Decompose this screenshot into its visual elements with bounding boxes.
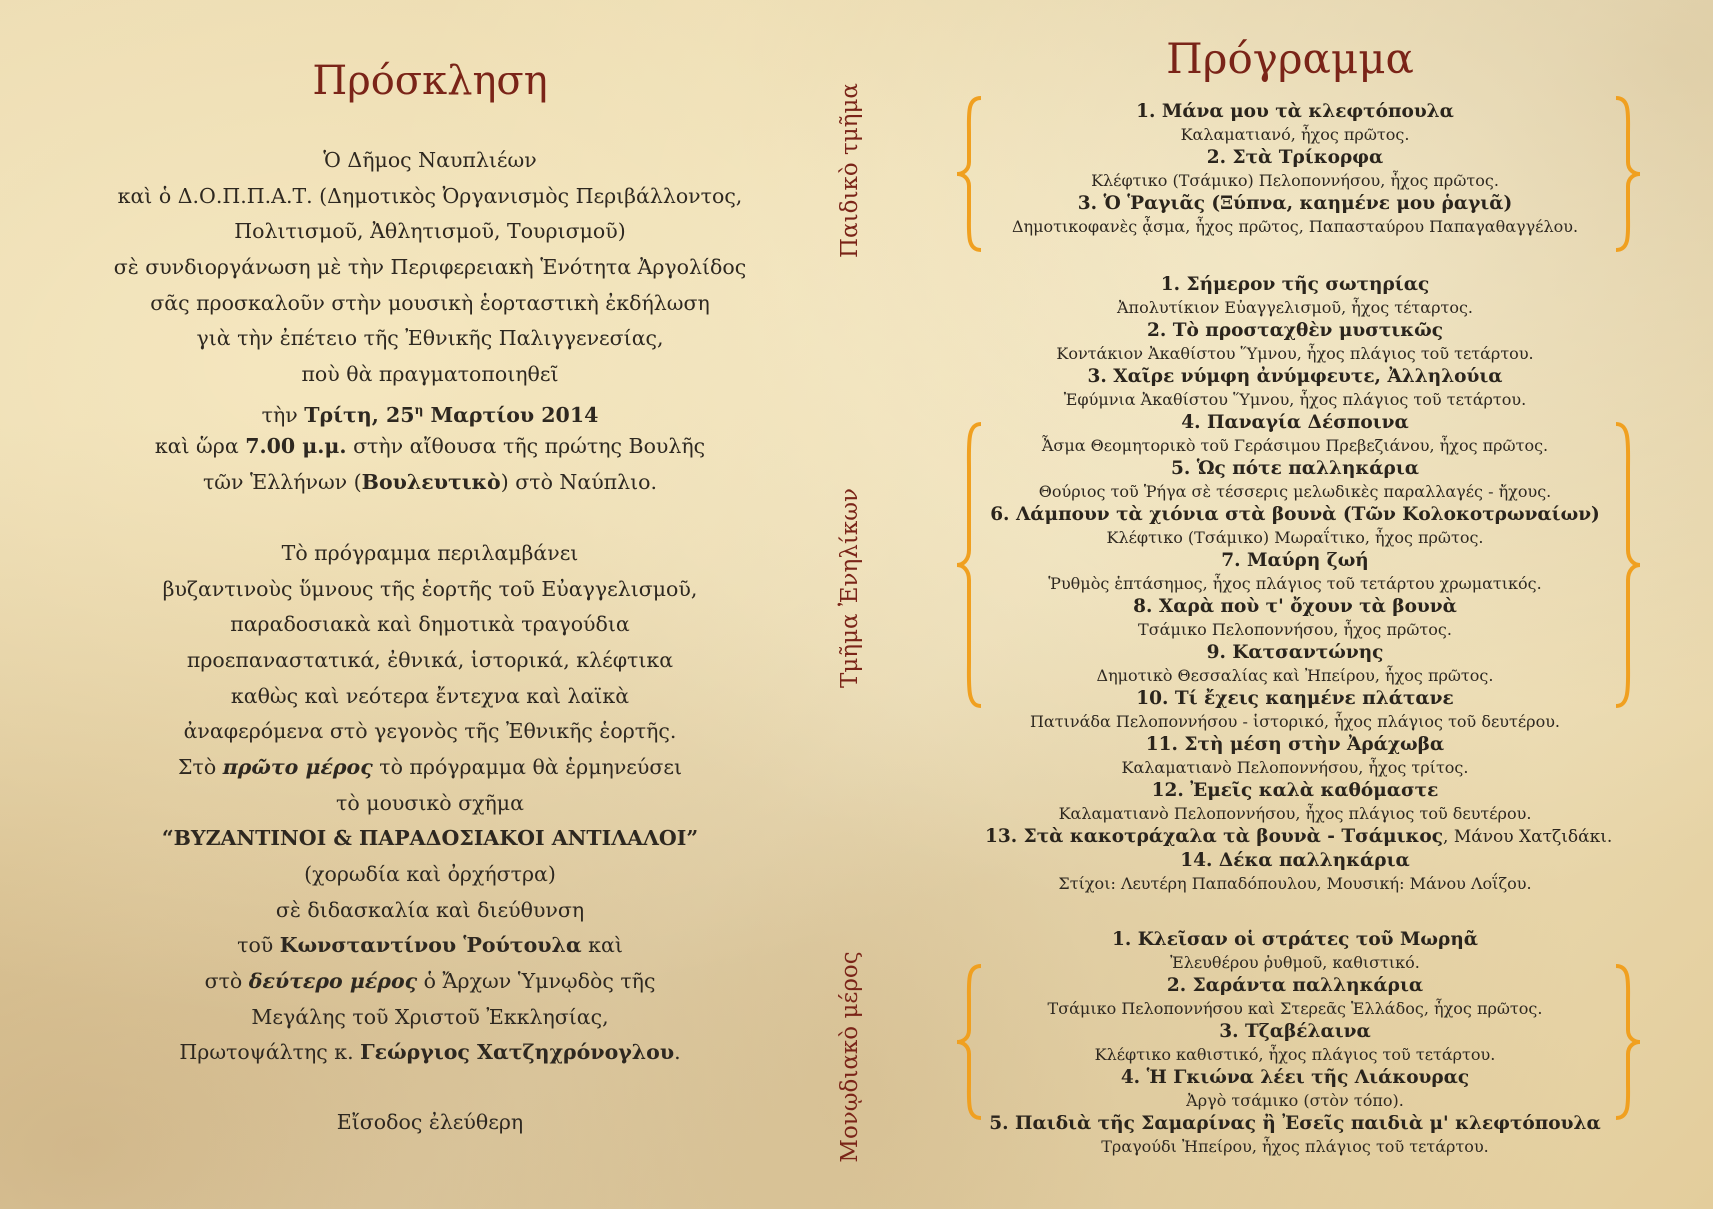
invitation-line: σὲ διδασκαλία καὶ διεύθυνση [275, 898, 585, 922]
invitation-line: καθὼς καὶ νεότερα ἔντεχνα καὶ λαϊκὰ [230, 684, 630, 708]
invitation-line: τὸ μουσικὸ σχῆμα [336, 791, 524, 815]
program-item-title: 8. Χαρὰ ποὺ τ' ὄχουν τὰ βουνὰ [1133, 596, 1457, 617]
part-two-line: στὸ δεύτερο μέρος ὁ Ἄρχων Ὑμνῳδὸς τῆς [204, 969, 656, 993]
program-item-desc: Κοντάκιον Ἀκαθίστου Ὕμνου, ἦχος πλάγιος τοῦ τετάρτου. [1056, 344, 1534, 363]
invitation-line: καὶ ὁ Δ.Ο.Π.Π.Α.Τ. (Δημοτικὸς Ὀργανισμὸς Περιβάλλοντος, [117, 184, 743, 208]
invitation-line: Μεγάλης τοῦ Χριστοῦ Ἐκκλησίας, [251, 1005, 609, 1029]
program-item-title: 5. Ὡς πότε παλληκάρια [1170, 458, 1420, 479]
program-item-title: 3. Ὁ Ῥαγιᾶς (Ξύπνα, καημένε μου ῥαγιᾶ) [1077, 193, 1513, 214]
invitation-line: Τὸ πρόγραμμα περιλαμβάνει [281, 541, 579, 565]
program-item-desc: Δημοτικοφανὲς ᾆσμα, ἦχος πρῶτος, Παπασταύρου Παπαγαθαγγέλου. [1011, 217, 1579, 236]
invitation-line: ἀναφερόμενα στὸ γεγονὸς τῆς Ἐθνικῆς ἑορτῆς. [183, 719, 677, 743]
program-item-desc: Τραγούδι Ἠπείρου, ἦχος πλάγιος τοῦ τετάρτου. [1101, 1137, 1489, 1156]
part-one-line: Στὸ πρῶτο μέρος τὸ πρόγραμμα θὰ ἑρμηνεύσει [177, 755, 683, 779]
program-item-title: 4. Ἡ Γκιώνα λέει τῆς Λιάκουρας [1120, 1067, 1470, 1088]
program-item-desc: Κλέφτικο καθιστικό, ἦχος πλάγιος τοῦ τετάρτου. [1094, 1045, 1496, 1064]
event-date: τὴν Τρίτη, $25^\eta$ Μαρτίου 2014 [261, 402, 599, 427]
program-item-desc: Κλέφτικο (Τσάμικο) Πελοποννήσου, ἦχος πρῶτος. [1091, 171, 1499, 190]
program-item-title: 12. Ἐμεῖς καλὰ καθόμαστε [1151, 780, 1439, 801]
invitation-page [60, 0, 800, 1209]
program-item-title: 3. Τζαβέλαινα [1219, 1021, 1371, 1042]
program-item-desc: Θούριος τοῦ Ῥήγα σὲ τέσσερις μελωδικὲς παραλλαγές - ἤχους. [1038, 482, 1552, 501]
director-line: τοῦ Κωνσταντίνου Ῥούτουλα καὶ [237, 933, 623, 957]
event-time: καὶ ὥρα 7.00 μ.μ. στὴν αἴθουσα τῆς πρώτης Βουλῆς [154, 434, 706, 458]
section-label-adults: Τμῆμα Ἐνηλίκων [837, 488, 863, 688]
program-title: Πρόγραμμα [1166, 34, 1414, 83]
program-item-desc: Καλαματιανὸ Πελοποννήσου, ἦχος τρίτος. [1121, 758, 1469, 777]
program-item-title: 10. Τί ἔχεις καημένε πλάτανε [1136, 688, 1454, 709]
program-item-desc: Καλαματιανὸ Πελοποννήσου, ἦχος πλάγιος τοῦ δευτέρου. [1058, 804, 1532, 823]
invitation-line: ποὺ θὰ πραγματοποιηθεῖ [301, 362, 559, 386]
section-label-solo: Μονῳδιακὸ μέρος [837, 951, 863, 1163]
left-brace-icon [955, 94, 985, 254]
program-group-solo [985, 928, 1605, 1158]
program-group-adults [985, 273, 1613, 895]
program-item-desc: Τσάμικο Πελοποννήσου, ἦχος πρῶτος. [1138, 620, 1452, 639]
program-item-desc: Ῥυθμὸς ἑπτάσημος, ἦχος πλάγιος τοῦ τετάρτου χρωματικός. [1048, 574, 1542, 593]
program-item-title: 9. Κατσαντώνης [1206, 642, 1384, 663]
invitation-line: σᾶς προσκαλοῦν στὴν μουσικὴ ἑορταστικὴ ἐκδήλωση [150, 291, 710, 315]
entry-note: Εἴσοδος ἐλεύθερη [336, 1110, 524, 1134]
program-item-desc: Τσάμικο Πελοποννήσου καὶ Στερεᾶς Ἑλλάδος, ἦχος πρῶτος. [1047, 999, 1543, 1018]
left-brace-icon [955, 420, 985, 710]
invitation-line: γιὰ τὴν ἐπέτειο τῆς Ἐθνικῆς Παλιγγενεσίας, [196, 326, 664, 350]
right-brace-icon [1612, 962, 1642, 1122]
program-item-title: 2. Τὸ προσταχθὲν μυστικῶς [1147, 320, 1443, 341]
invitation-line: Πολιτισμοῦ, Ἀθλητισμοῦ, Τουρισμοῦ) [234, 219, 626, 243]
program-item-title-combined: 13. Στὰ κακοτράχαλα τὰ βουνὰ - Τσάμικος, Μάνου Χατζιδάκι. [985, 826, 1613, 847]
program-item-desc: Ἀργὸ τσάμικο (στὸν τόπο). [1186, 1091, 1404, 1110]
invitation-line: βυζαντινοὺς ὕμνους τῆς ἑορτῆς τοῦ Εὐαγγελισμοῦ, [162, 577, 698, 601]
program-item-title: 1. Μάνα μου τὰ κλεφτόπουλα [1136, 101, 1454, 122]
right-brace-icon [1612, 420, 1642, 710]
program-item-title: 5. Παιδιὰ τῆς Σαμαρίνας ἢ Ἐσεῖς παιδιὰ μ' κλεφτόπουλα [989, 1113, 1601, 1134]
program-item-desc: Δημοτικὸ Θεσσαλίας καὶ Ἠπείρου, ἦχος πρῶτος. [1096, 666, 1494, 685]
event-place: τῶν Ἑλλήνων (Βουλευτικὸ) στὸ Ναύπλιο. [202, 470, 658, 494]
invitation-title: Πρόσκληση [312, 58, 548, 104]
program-item-title: 3. Χαῖρε νύμφη ἀνύμφευτε, Ἀλληλούια [1087, 366, 1503, 387]
program-item-title: 2. Στὰ Τρίκορφα [1206, 147, 1384, 168]
invitation-line: προεπαναστατικά, ἐθνικά, ἱστορικά, κλέφτικα [186, 648, 674, 672]
ensemble-name: “ΒΥΖΑΝΤΙΝΟΙ & ΠΑΡΑΔΟΣΙΑΚΟΙ ΑΝΤΙΛΑΛΟΙ” [161, 826, 699, 850]
program-item-desc: Ἆσμα Θεομητορικὸ τοῦ Γεράσιμου Πρεβεζιάνου, ἦχος πρῶτος. [1041, 436, 1549, 455]
section-label-children: Παιδικὸ τμῆμα [837, 83, 863, 258]
cantor-line: Πρωτοψάλτης κ. Γεώργιος Χατζηχρόνογλου. [179, 1040, 681, 1064]
program-item-title: 1. Σήμερον τῆς σωτηρίας [1160, 274, 1430, 295]
program-item-title: 1. Κλεῖσαν οἱ στράτες τοῦ Μωρηᾶ [1111, 929, 1479, 950]
invitation-line: Ὁ Δῆμος Ναυπλιέων [323, 148, 537, 172]
invitation-line: (χορωδία καὶ ὀρχήστρα) [304, 862, 556, 886]
program-item-desc: Ἀπολυτίκιον Εὐαγγελισμοῦ, ἦχος τέταρτος. [1117, 298, 1473, 317]
program-item-title: 2. Σαράντα παλληκάρια [1166, 975, 1424, 996]
left-brace-icon [955, 962, 985, 1122]
program-group-children [985, 100, 1605, 238]
program-item-desc: Ἐφύμνια Ἀκαθίστου Ὕμνου, ἦχος πλάγιος τοῦ τετάρτου. [1063, 390, 1527, 409]
invitation-line: σὲ συνδιοργάνωση μὲ τὴν Περιφερειακὴ Ἑνότητα Ἀργολίδος [113, 255, 747, 279]
program-item-title: 11. Στὴ μέση στὴν Ἀράχωβα [1145, 734, 1445, 755]
invitation-line: παραδοσιακὰ καὶ δημοτικὰ τραγούδια [230, 612, 630, 636]
program-item-desc: Πατινάδα Πελοποννήσου - ἱστορικό, ἦχος πλάγιος τοῦ δευτέρου. [1029, 712, 1561, 731]
program-item-title: 4. Παναγία Δέσποινα [1181, 412, 1409, 433]
right-brace-icon [1612, 94, 1642, 254]
program-item-desc: Κλέφτικο (Τσάμικο) Μωραΐτικο, ἦχος πρῶτος. [1106, 528, 1484, 547]
program-item-title: 14. Δέκα παλληκάρια [1180, 850, 1410, 871]
program-item-desc: Καλαματιανό, ἦχος πρῶτος. [1180, 125, 1410, 144]
program-item-title: 6. Λάμπουν τὰ χιόνια στὰ βουνὰ (Τῶν Κολοκοτρωναίων) [990, 504, 1600, 525]
program-item-desc: Στίχοι: Λευτέρη Παπαδόπουλου, Μουσική: Μάνου Λοΐζου. [1058, 874, 1532, 893]
program-item-title: 7. Μαύρη ζωή [1221, 550, 1369, 571]
program-item-desc: Ἐλευθέρου ῥυθμοῦ, καθιστικό. [1170, 953, 1420, 972]
